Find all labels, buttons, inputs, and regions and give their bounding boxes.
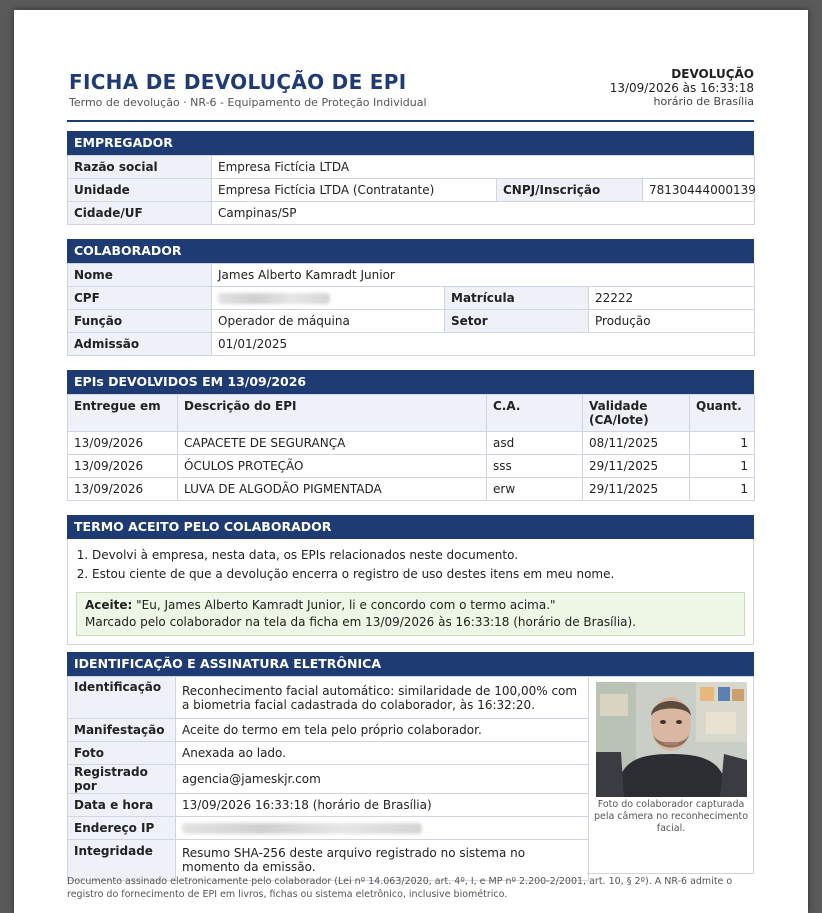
redacted-cpf <box>218 293 330 304</box>
return-label: DEVOLUÇÃO <box>671 67 754 81</box>
employee-name: James Alberto Kamradt Junior <box>212 264 755 287</box>
field-label: Cidade/UF <box>68 202 212 225</box>
field-label: Admissão <box>68 333 212 356</box>
table-row <box>68 156 755 179</box>
table-row <box>68 765 589 794</box>
field-label: CPF <box>68 287 212 310</box>
photo-value: Anexada ao lado. <box>176 742 589 765</box>
table-cell: 1 <box>690 432 755 455</box>
integrity-value: Resumo SHA-256 deste arquivo registrado no sistema no momento da emissão. <box>176 840 589 881</box>
list-item: 1. Devolvi à empresa, nesta data, os EPIs relacionados neste documento. <box>92 546 745 565</box>
table-header-row <box>68 395 755 432</box>
document-title: FICHA DE DEVOLUÇÃO DE EPI <box>69 70 407 94</box>
employee-section-title: COLABORADOR <box>67 239 754 263</box>
table-row <box>68 742 589 765</box>
company-city: Campinas/SP <box>212 202 755 225</box>
table-cell: 13/09/2026 <box>68 478 178 501</box>
signature-section-title: IDENTIFICAÇÃO E ASSINATURA ELETRÔNICA <box>67 652 754 676</box>
field-label: Manifestação <box>68 719 176 742</box>
column-header: Descrição do EPI <box>178 395 487 432</box>
table-row <box>68 478 755 501</box>
field-label: Setor <box>445 310 589 333</box>
datetime-value: 13/09/2026 16:33:18 (horário de Brasília) <box>176 794 589 817</box>
document-page <box>14 10 808 913</box>
list-item: 2. Estou ciente de que a devolução encerra o registro de uso destes itens em meu nome. <box>92 565 745 584</box>
photo-caption: Foto do colaborador capturada pela câmera no reconhecimento facial. <box>593 799 749 834</box>
employee-sector: Produção <box>589 310 755 333</box>
field-label: Identificação <box>68 677 176 719</box>
identification-value: Reconhecimento facial automático: similaridade de 100,00% com a biometria facial cadastrada do colaborador, às 16:32:20. <box>176 677 589 719</box>
employer-section-title: EMPREGADOR <box>67 131 754 155</box>
field-label: Nome <box>68 264 212 287</box>
epi-section <box>67 370 754 501</box>
employee-admission: 01/01/2025 <box>212 333 755 356</box>
table-cell: 08/11/2025 <box>583 432 690 455</box>
employee-face-photo <box>596 682 747 797</box>
signature-table <box>67 676 589 881</box>
field-label: CNPJ/Inscrição <box>497 179 643 202</box>
document-subtitle: Termo de devolução · NR-6 - Equipamento de Proteção Individual <box>69 96 427 109</box>
field-label: Registrado por <box>68 765 176 794</box>
employer-section <box>67 131 754 225</box>
field-label: Foto <box>68 742 176 765</box>
epi-table <box>67 394 755 501</box>
company-name: Empresa Fictícia LTDA <box>212 156 755 179</box>
company-cnpj: 78130444000139 <box>643 179 755 202</box>
field-label: Data e hora <box>68 794 176 817</box>
acceptance-text: "Eu, James Alberto Kamradt Junior, li e concordo com o termo acima." <box>136 598 556 612</box>
table-cell: sss <box>487 455 583 478</box>
table-row <box>68 179 755 202</box>
table-cell: 29/11/2025 <box>583 455 690 478</box>
table-row <box>68 677 589 719</box>
field-label: Endereço IP <box>68 817 176 840</box>
return-timezone: horário de Brasília <box>653 95 754 108</box>
company-unit: Empresa Fictícia LTDA (Contratante) <box>212 179 497 202</box>
table-cell: 1 <box>690 455 755 478</box>
employee-section <box>67 239 754 356</box>
ip-value-redacted <box>176 817 589 840</box>
document-content <box>67 10 756 900</box>
epi-section-title: EPIs DEVOLVIDOS EM 13/09/2026 <box>67 370 754 394</box>
employee-cpf-redacted <box>212 287 445 310</box>
table-cell: 1 <box>690 478 755 501</box>
employee-role: Operador de máquina <box>212 310 445 333</box>
terms-section <box>67 515 754 645</box>
employee-table <box>67 263 755 356</box>
column-header: Entregue em <box>68 395 178 432</box>
return-datetime: 13/09/2026 às 16:33:18 <box>609 81 754 95</box>
acceptance-box <box>76 592 745 636</box>
table-row <box>68 202 755 225</box>
employee-registration: 22222 <box>589 287 755 310</box>
table-row <box>68 310 755 333</box>
table-row <box>68 287 755 310</box>
table-cell: 13/09/2026 <box>68 432 178 455</box>
table-cell: 13/09/2026 <box>68 455 178 478</box>
legal-footer: Documento assinado eletronicamente pelo colaborador (Lei nº 14.063/2020, art. 4º, I, e MP nº 2.200-2/2001, art. 10, § 2º). A NR-6 admite o registro do fornecimento de EPI em livros, fichas ou sistema eletrônico, inclusive biométrico. <box>67 876 733 900</box>
table-row <box>68 840 589 881</box>
redacted-ip <box>182 823 422 834</box>
table-row <box>68 432 755 455</box>
signature-section <box>67 652 754 881</box>
terms-list <box>76 546 745 584</box>
acceptance-label: Aceite: <box>85 598 133 612</box>
return-datetime-block <box>610 67 754 109</box>
document-header <box>67 10 754 122</box>
column-header: Validade (CA/lote) <box>583 395 690 432</box>
field-label: Função <box>68 310 212 333</box>
field-label: Integridade <box>68 840 176 881</box>
table-row <box>68 719 589 742</box>
field-label: Unidade <box>68 179 212 202</box>
table-row <box>68 455 755 478</box>
table-cell: CAPACETE DE SEGURANÇA <box>178 432 487 455</box>
column-header: C.A. <box>487 395 583 432</box>
manifestation-value: Aceite do termo em tela pelo próprio colaborador. <box>176 719 589 742</box>
table-row <box>68 264 755 287</box>
table-row <box>68 794 589 817</box>
photo-cell <box>587 676 754 874</box>
table-row <box>68 333 755 356</box>
field-label: Matrícula <box>445 287 589 310</box>
registered-by-value: agencia@jameskjr.com <box>176 765 589 794</box>
column-header: Quant. <box>690 395 755 432</box>
terms-body <box>67 539 754 645</box>
terms-section-title: TERMO ACEITO PELO COLABORADOR <box>67 515 754 539</box>
table-cell: LUVA DE ALGODÃO PIGMENTADA <box>178 478 487 501</box>
table-cell: asd <box>487 432 583 455</box>
field-label: Razão social <box>68 156 212 179</box>
table-cell: 29/11/2025 <box>583 478 690 501</box>
table-cell: ÓCULOS PROTEÇÃO <box>178 455 487 478</box>
table-cell: erw <box>487 478 583 501</box>
employer-table <box>67 155 755 225</box>
face-photo-image <box>596 682 747 797</box>
table-row <box>68 817 589 840</box>
acceptance-note: Marcado pelo colaborador na tela da ficha em 13/09/2026 às 16:33:18 (horário de Brasília). <box>85 615 637 629</box>
